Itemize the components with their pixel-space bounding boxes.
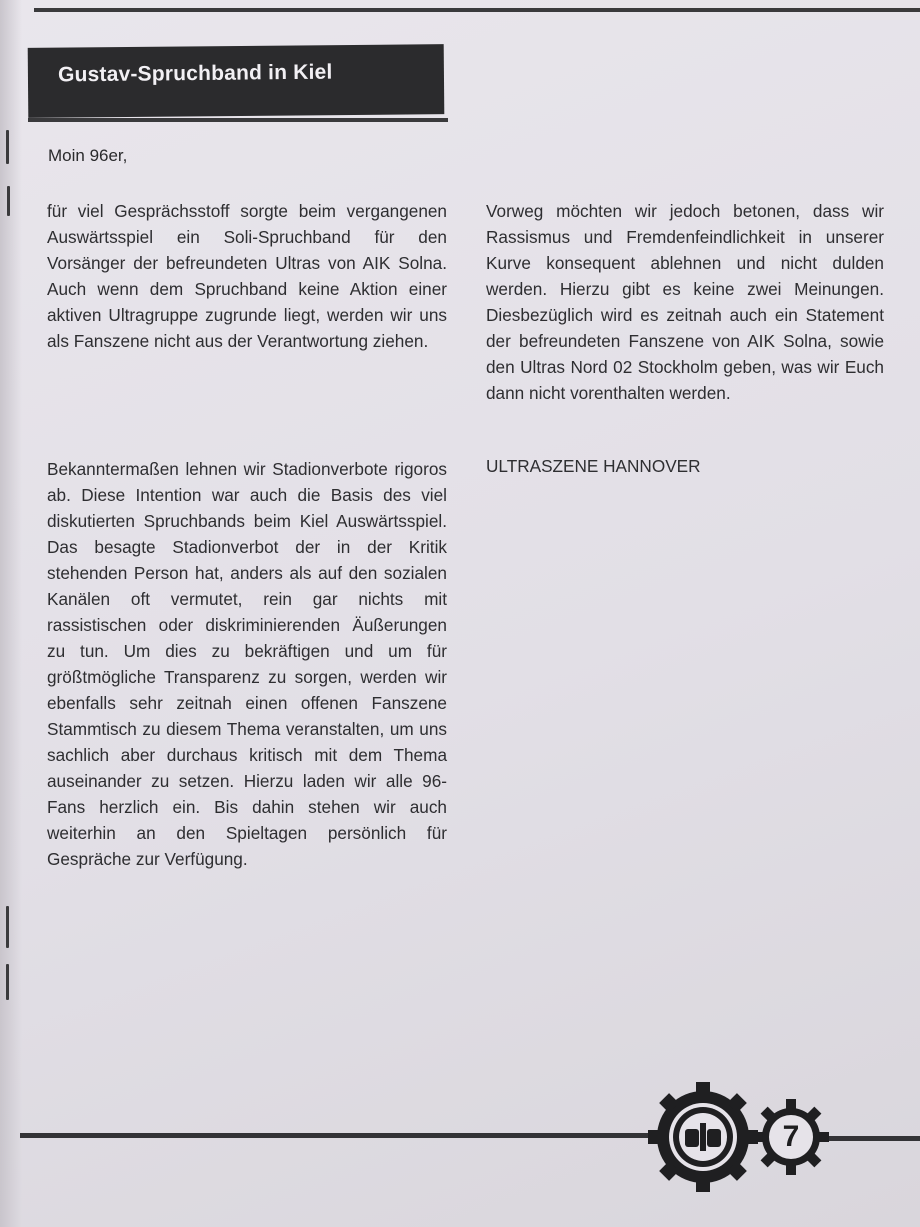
left-column-second [47, 456, 447, 872]
paragraph: für viel Gesprächsstoff sorgte beim vergangenen Auswärtsspiel ein Soli-Spruchband für den Vorsänger der befreundeten Ultras von AIK Solna. Auch wenn dem Spruchband keine Aktion einer aktiven Ultragruppe zugrunde liegt, werden wir uns als Fanszene nicht aus der Verantwortung ziehen. [47, 201, 447, 351]
page-edge-shadow [0, 0, 22, 1227]
binding-mark [7, 186, 10, 216]
left-column-first [47, 198, 447, 354]
greeting: Moin 96er, [48, 146, 128, 165]
binding-mark [6, 906, 9, 948]
top-rule [34, 8, 920, 12]
bottom-rule [20, 1133, 660, 1138]
binding-mark [6, 130, 9, 164]
paragraph: Bekanntermaßen lehnen wir Stadionverbote rigoros ab. Diese Intention war auch die Basis des viel diskutierten Spruchbands beim Kiel Auswärtsspiel. Das besagte Stadionverbot der in der Kritik stehenden Person hat, anders als auf den sozialen Kanälen oft vermutet, rein gar nichts mit rassistischen oder diskriminierenden Äußerungen zu tun. Um dies zu bekräftigen und um für größtmögliche Transparenz zu sorgen, werden wir ebenfalls sehr zeitnah einen offenen Fanszene Stammtisch zu diesem Thema veranstalten, um uns sachlich aber durchaus kritisch mit dem Thema auseinander zu setzen. Hierzu laden wir alle 96-Fans herzlich ein. Bis dahin stehen wir auch weiterhin an den Spieltagen persönlich für Gespräche zur Verfügung. [47, 459, 447, 869]
paragraph: Vorweg möchten wir jedoch betonen, dass wir Rassismus und Fremdenfeindlichkeit in unserer Kurve konsequent ablehnen und nicht dulden werden. Hierzu gibt es keine zwei Meinungen. Diesbezüglich wird es zeitnah auch ein Statement der befreundeten Fanszene von AIK Solna, sowie den Ultras Nord 02 Stockholm geben, was wir Euch dann nicht vorenthalten werden. [486, 201, 884, 403]
right-column [486, 198, 884, 406]
page-number: 7 [782, 1120, 800, 1153]
ultras-gear-emblem-icon [648, 1082, 758, 1192]
signature: ULTRASZENE HANNOVER [486, 456, 701, 476]
bottom-rule-right [820, 1136, 920, 1141]
title-underline [28, 118, 448, 122]
page-title: Gustav-Spruchband in Kiel [57, 60, 333, 87]
binding-mark [6, 964, 9, 1000]
